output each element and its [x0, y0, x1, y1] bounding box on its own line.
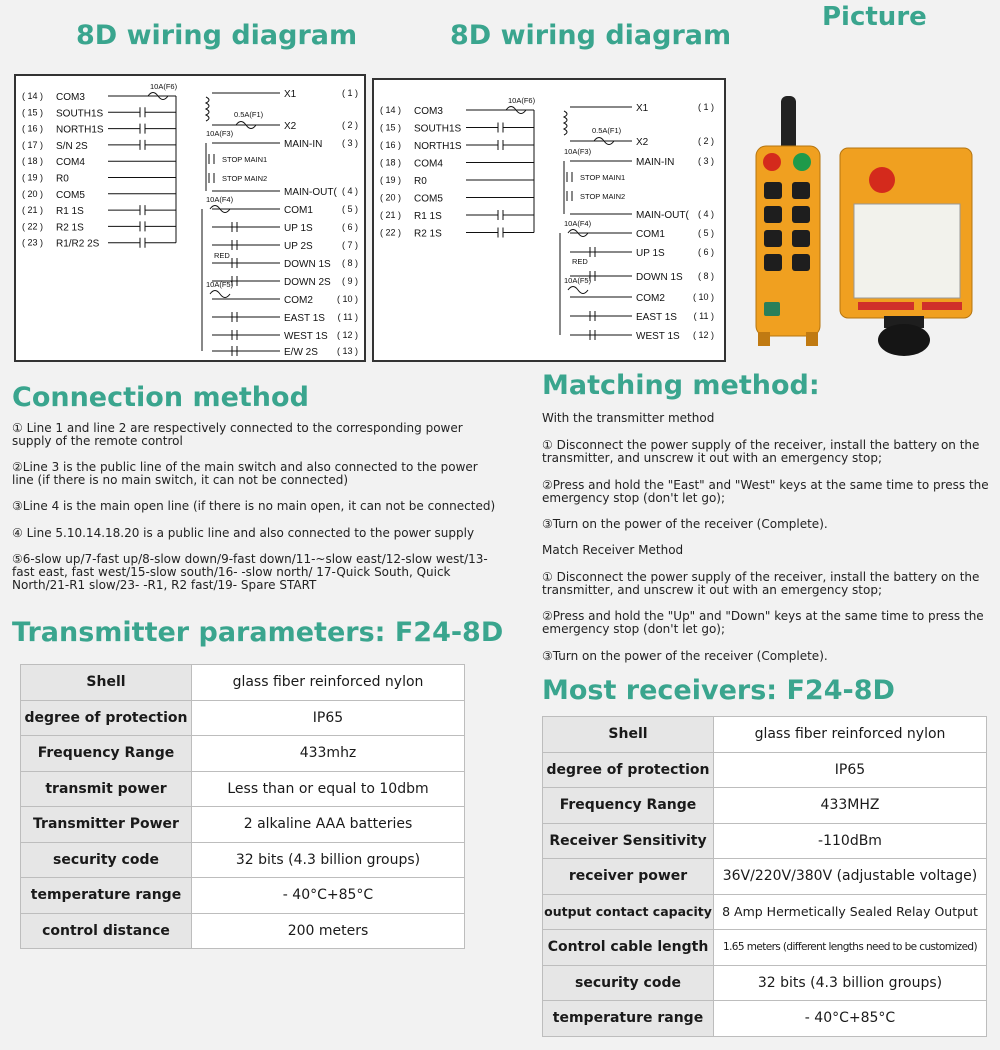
- tx-key: Transmitter Power: [21, 807, 192, 843]
- terminal-label: WEST 1S: [284, 331, 328, 342]
- terminal-label: WEST 1S: [636, 331, 680, 342]
- rx-row: [543, 965, 987, 1001]
- tx-key: temperature range: [21, 878, 192, 914]
- rx-value: - 40°C+85°C: [714, 1001, 987, 1037]
- terminal-label: DOWN 1S: [284, 259, 331, 270]
- tx-value: IP65: [192, 700, 465, 736]
- fuse-label: 0.5A(F1): [234, 110, 264, 119]
- alarm-light-icon: [869, 167, 895, 193]
- fuse-label: 10A(F3): [206, 129, 234, 138]
- terminal-number: ( 19 ): [22, 172, 44, 183]
- emergency-stop-icon: [763, 153, 781, 171]
- terminal-number: ( 12 ): [692, 330, 714, 340]
- tx-key: Frequency Range: [21, 736, 192, 772]
- terminal-label: UP 1S: [284, 223, 313, 234]
- terminal-label: COM2: [284, 295, 313, 306]
- rx-key: receiver power: [543, 859, 714, 895]
- receiver-drawing: [836, 140, 976, 360]
- wiring-diagram-right: [372, 78, 726, 362]
- tx-value: 433mhz: [192, 736, 465, 772]
- rx-value: glass fiber reinforced nylon: [714, 717, 987, 753]
- terminal-number: ( 2 ): [341, 120, 358, 130]
- transmitter-params-table: [20, 664, 465, 949]
- connection-item-2: ②Line 3 is the public line of the main switch and also connected to the power line (if there is no main switch, it can not be connected): [12, 460, 478, 487]
- tx-value: 32 bits (4.3 billion groups): [192, 842, 465, 878]
- terminal-label: COM4: [414, 158, 443, 170]
- rx-row: [543, 859, 987, 895]
- rx-value: 433MHZ: [714, 788, 987, 824]
- receiver-photo: [836, 140, 976, 360]
- tx-key: security code: [21, 842, 192, 878]
- terminal-number: ( 10 ): [692, 292, 714, 302]
- terminal-label: R1/R2 2S: [56, 238, 100, 250]
- fuse-symbol: [568, 287, 588, 294]
- terminal-number: ( 14 ): [22, 91, 44, 101]
- terminal-number: ( 1 ): [341, 88, 358, 98]
- terminal-number: ( 17 ): [22, 139, 44, 150]
- terminal-number: ( 14 ): [380, 105, 402, 115]
- rx-key: temperature range: [543, 1001, 714, 1037]
- connection-item-5: ⑤6-slow up/7-fast up/8-slow down/9-fast down/11-~slow east/12-slow west/13-fast east, fast west/15-slow south/16- -slow north/ 17-Quick South, Quick North/21-R1 slow/23- -R1, R2 fast/19- Spare START: [12, 552, 488, 592]
- tx-value: glass fiber reinforced nylon: [192, 665, 465, 701]
- terminal-label: COM3: [56, 92, 85, 103]
- terminal-label: DOWN 2S: [284, 277, 331, 288]
- coil-symbol: [206, 97, 209, 121]
- wiring-title-right: 8D wiring diagram: [450, 20, 732, 51]
- wiring-title-left: 8D wiring diagram: [76, 20, 358, 51]
- stop-label: STOP MAIN2: [222, 174, 268, 183]
- terminal-number: ( 16 ): [380, 140, 402, 150]
- rx-row: [543, 1001, 987, 1037]
- terminal-label: MAIN-OUT(: [636, 210, 689, 221]
- rx-value: -110dBm: [714, 823, 987, 859]
- rx-row: [543, 894, 987, 930]
- tx-row: [21, 878, 465, 914]
- terminal-label: DOWN 1S: [636, 272, 683, 283]
- terminal-number: ( 15 ): [22, 107, 44, 118]
- terminal-number: ( 11 ): [693, 311, 714, 321]
- tx-value: - 40°C+85°C: [192, 878, 465, 914]
- fuse-label: 0.5A(F1): [592, 126, 622, 135]
- terminal-number: ( 6 ): [697, 247, 714, 257]
- rx-value: 32 bits (4.3 billion groups): [714, 965, 987, 1001]
- rx-key: output contact capacity: [543, 894, 714, 930]
- rx-row: [543, 930, 987, 966]
- wiring-diagram-right-svg: [374, 80, 724, 360]
- red-label: RED: [214, 251, 230, 260]
- antenna-shape: [781, 96, 796, 154]
- terminal-number: ( 15 ): [380, 122, 402, 133]
- matching-method-title: Matching method:: [542, 370, 820, 401]
- terminal-number: ( 9 ): [341, 276, 358, 286]
- matching-r-step-1: ① Disconnect the power supply of the receiver, install the battery on the transmitter, and unscrew it out with an emergency stop;: [542, 570, 980, 597]
- terminal-label: X1: [284, 89, 297, 100]
- terminal-label: COM1: [636, 229, 665, 240]
- terminal-label: S/N 2S: [56, 140, 88, 152]
- picture-title: Picture: [822, 2, 927, 32]
- tx-value: Less than or equal to 10dbm: [192, 771, 465, 807]
- transmitter-params-title: Transmitter parameters: F24-8D: [12, 617, 504, 648]
- terminal-label: UP 2S: [284, 241, 313, 252]
- terminal-label: R2 1S: [56, 222, 84, 234]
- terminal-number: ( 22 ): [380, 227, 402, 238]
- receiver-params-title: Most receivers: F24-8D: [542, 675, 895, 706]
- terminal-label: EAST 1S: [636, 312, 677, 323]
- terminal-label: X2: [284, 121, 297, 132]
- terminal-label: COM5: [414, 193, 443, 205]
- wiring-diagram-left-svg: [16, 76, 364, 360]
- terminal-number: ( 18 ): [22, 156, 44, 167]
- red-label: RED: [572, 257, 588, 266]
- rx-row: [543, 752, 987, 788]
- tx-row: [21, 771, 465, 807]
- rx-key: Receiver Sensitivity: [543, 823, 714, 859]
- terminal-number: ( 7 ): [341, 240, 358, 250]
- transmitter-photo: [748, 96, 828, 350]
- terminal-label: R0: [56, 173, 69, 185]
- coil-symbol: [564, 111, 567, 135]
- terminal-number: ( 16 ): [22, 123, 44, 134]
- rx-row: [543, 788, 987, 824]
- terminal-number: ( 23 ): [22, 237, 44, 248]
- terminal-number: ( 22 ): [22, 221, 44, 232]
- terminal-label: X2: [636, 137, 649, 148]
- tx-value: 2 alkaline AAA batteries: [192, 807, 465, 843]
- connection-item-1: ① Line 1 and line 2 are respectively connected to the corresponding power supply of the remote control: [12, 421, 463, 448]
- tx-key: degree of protection: [21, 700, 192, 736]
- connection-item-3: ③Line 4 is the main open line (if there is no main open, it can not be connected): [12, 499, 496, 513]
- tx-row: [21, 665, 465, 701]
- fuse-label: 10A(F4): [206, 195, 234, 204]
- fuse-label: 10A(F3): [564, 147, 592, 156]
- fuse-label: 10A(F6): [508, 96, 536, 105]
- matching-transmitter-method: With the transmitter method: [542, 411, 715, 425]
- terminal-number: ( 3 ): [341, 138, 358, 148]
- terminal-number: ( 8 ): [341, 258, 358, 268]
- fuse-label: 10A(F4): [564, 219, 592, 228]
- rx-value: 36V/220V/380V (adjustable voltage): [714, 859, 987, 895]
- terminal-label: E/W 2S: [284, 347, 318, 358]
- receiver-params-table: [542, 716, 987, 1037]
- connection-method-title: Connection method: [12, 382, 309, 413]
- tx-key: transmit power: [21, 771, 192, 807]
- terminal-label: SOUTH1S: [414, 123, 462, 135]
- terminal-label: COM5: [56, 189, 85, 201]
- terminal-label: EAST 1S: [284, 313, 325, 324]
- terminal-number: ( 19 ): [380, 175, 402, 185]
- terminal-number: ( 8 ): [697, 271, 714, 281]
- matching-receiver-method: Match Receiver Method: [542, 543, 684, 557]
- terminal-number: ( 5 ): [697, 228, 714, 238]
- terminal-number: ( 21 ): [380, 210, 402, 220]
- terminal-number: ( 18 ): [380, 157, 402, 168]
- matching-t-step-1: ① Disconnect the power supply of the receiver, install the battery on the transmitter, and unscrew it out with an emergency stop;: [542, 438, 980, 465]
- terminal-label: COM4: [56, 157, 85, 169]
- tx-key: control distance: [21, 913, 192, 949]
- rx-key: security code: [543, 965, 714, 1001]
- terminal-number: ( 2 ): [697, 136, 714, 146]
- matching-t-step-3: ③Turn on the power of the receiver (Complete).: [542, 517, 828, 531]
- transmitter-drawing: [748, 96, 828, 350]
- terminal-label: NORTH1S: [56, 124, 104, 136]
- terminal-label: NORTH1S: [414, 141, 462, 152]
- terminal-label: COM2: [636, 293, 665, 304]
- rx-key: Control cable length: [543, 930, 714, 966]
- rx-key: Frequency Range: [543, 788, 714, 824]
- fuse-symbol: [210, 291, 230, 298]
- rx-key: Shell: [543, 717, 714, 753]
- stop-label: STOP MAIN2: [580, 192, 626, 201]
- terminal-number: ( 10 ): [336, 294, 358, 304]
- terminal-number: ( 4 ): [697, 209, 714, 219]
- terminal-label: UP 1S: [636, 248, 665, 259]
- fuse-label: 10A(F6): [150, 82, 178, 91]
- rx-key: degree of protection: [543, 752, 714, 788]
- terminal-label: SOUTH1S: [56, 108, 104, 120]
- tx-row: [21, 913, 465, 949]
- rx-value: 8 Amp Hermetically Sealed Relay Output: [714, 894, 987, 930]
- wiring-diagram-left: [14, 74, 366, 362]
- rx-row: [543, 717, 987, 753]
- rx-value: IP65: [714, 752, 987, 788]
- terminal-number: ( 20 ): [380, 192, 402, 203]
- tx-row: [21, 736, 465, 772]
- terminal-number: ( 4 ): [341, 186, 358, 196]
- terminal-label: R2 1S: [414, 228, 442, 240]
- terminal-number: ( 20 ): [22, 188, 44, 199]
- terminal-number: ( 13 ): [336, 346, 358, 356]
- terminal-label: MAIN-IN: [284, 139, 323, 150]
- matching-r-step-3: ③Turn on the power of the receiver (Complete).: [542, 649, 828, 663]
- terminal-number: ( 11 ): [337, 312, 358, 322]
- tx-value: 200 meters: [192, 913, 465, 949]
- start-button-icon: [793, 153, 811, 171]
- fuse-label: 10A(F5): [206, 280, 234, 289]
- rx-row: [543, 823, 987, 859]
- terminal-label: MAIN-OUT(: [284, 187, 337, 198]
- stop-label: STOP MAIN1: [580, 173, 626, 182]
- terminal-label: R1 1S: [414, 211, 442, 222]
- terminal-label: R0: [414, 176, 427, 187]
- terminal-number: ( 21 ): [22, 205, 44, 216]
- connection-item-4: ④ Line 5.10.14.18.20 is a public line and also connected to the power supply: [12, 526, 475, 540]
- terminal-label: COM3: [414, 106, 443, 117]
- terminal-number: ( 1 ): [697, 102, 714, 112]
- receiver-label-panel: [854, 204, 960, 298]
- terminal-label: X1: [636, 103, 649, 114]
- terminal-label: COM1: [284, 205, 313, 216]
- terminal-number: ( 5 ): [341, 204, 358, 214]
- terminal-label: R1 1S: [56, 206, 84, 218]
- terminal-number: ( 6 ): [341, 222, 358, 232]
- rx-value: 1.65 meters (different lengths need to be customized): [714, 930, 987, 966]
- terminal-label: MAIN-IN: [636, 157, 675, 168]
- tx-key: Shell: [21, 665, 192, 701]
- fuse-label: 10A(F5): [564, 276, 592, 285]
- tx-row: [21, 842, 465, 878]
- stop-label: STOP MAIN1: [222, 155, 268, 164]
- matching-t-step-2: ②Press and hold the "East" and "West" keys at the same time to press the emergency stop (don't let go);: [542, 478, 989, 505]
- tx-row: [21, 700, 465, 736]
- terminal-number: ( 3 ): [697, 156, 714, 166]
- power-button-icon: [764, 302, 780, 316]
- matching-r-step-2: ②Press and hold the "Up" and "Down" keys at the same time to press the emergency stop (don't let go);: [542, 609, 984, 636]
- tx-row: [21, 807, 465, 843]
- terminal-number: ( 12 ): [336, 330, 358, 340]
